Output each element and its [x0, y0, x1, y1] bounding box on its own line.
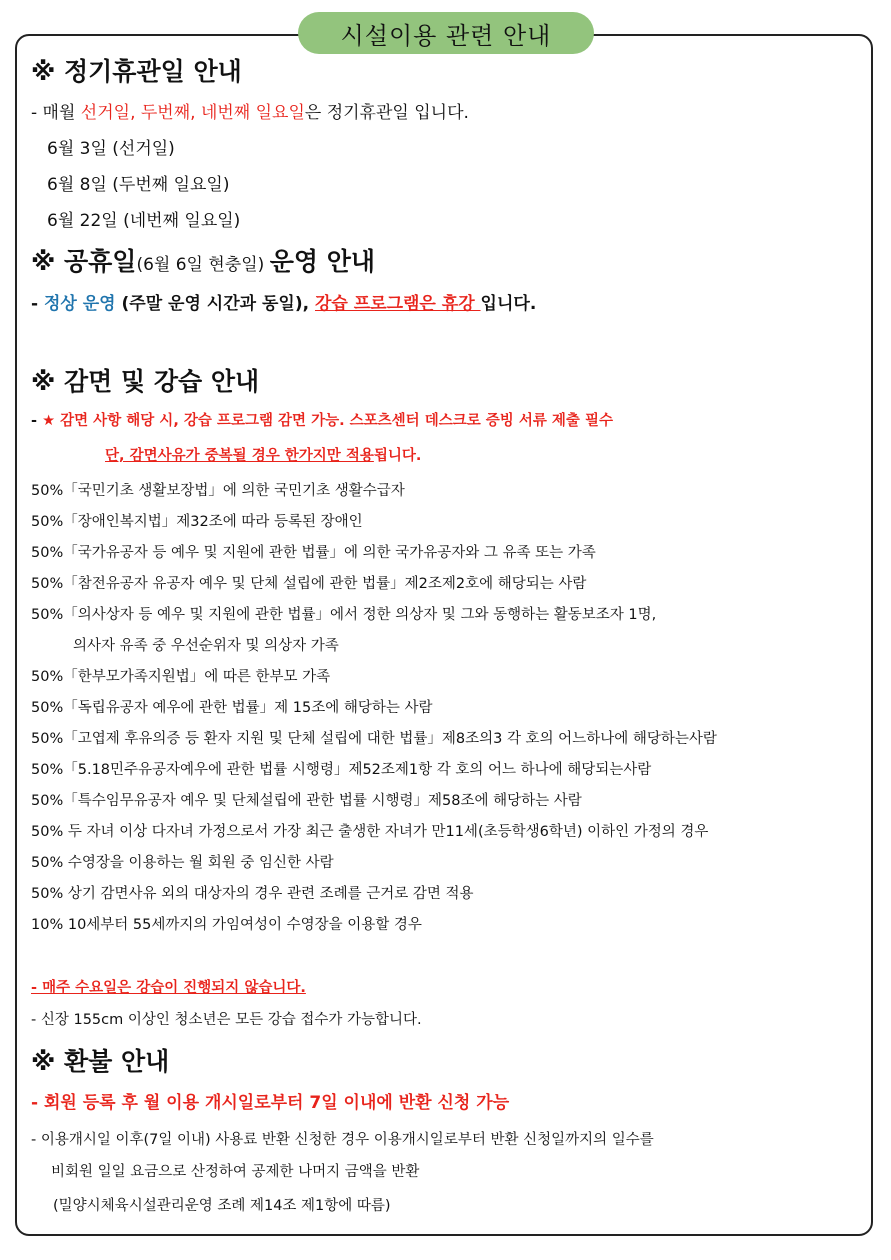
discount-item: 10% 10세부터 55세까지의 가임여성이 수영장을 이용할 경우	[31, 917, 422, 933]
refund-heading: ※ 환불 안내	[31, 1047, 170, 1076]
discount-item: 50%「국민기초 생활보장법」에 의한 국민기초 생활수급자	[31, 483, 405, 499]
refund-detail: 비회원 일일 요금으로 산정하여 공제한 나머지 금액을 반환	[51, 1164, 420, 1180]
closure-intro: - 매월 선거일, 두번째, 네번째 일요일은 정기휴관일 입니다.	[31, 103, 469, 123]
closure-heading: ※ 정기휴관일 안내	[31, 57, 242, 86]
closure-date: 6월 3일 (선거일)	[47, 139, 175, 159]
refund-detail: (밀양시체육시설관리운영 조례 제14조 제1항에 따름)	[53, 1198, 391, 1214]
holiday-heading: ※ 공휴일(6월 6일 현충일) 운영 안내	[31, 247, 375, 276]
discount-item: 50%「고엽제 후유의증 등 환자 지원 및 단체 설립에 대한 법률」제8조의3 각 호의 어느하나에 해당하는사람	[31, 731, 717, 747]
content-frame	[15, 34, 873, 1236]
discount-item-continuation: 의사자 유족 중 우선순위자 및 의상자 가족	[73, 638, 339, 654]
discount-item: 50% 상기 감면사유 외의 대상자의 경우 관련 조례를 근거로 감면 적용	[31, 886, 474, 902]
wednesday-notice: - 매주 수요일은 강습이 진행되지 않습니다.	[31, 980, 306, 996]
closure-date: 6월 22일 (네번째 일요일)	[47, 211, 241, 231]
discount-item: 50% 수영장을 이용하는 월 회원 중 임신한 사람	[31, 855, 334, 871]
refund-detail: - 이용개시일 이후(7일 이내) 사용료 반환 신청한 경우 이용개시일로부터 반환 신청일까지의 일수를	[31, 1132, 654, 1148]
discount-item: 50%「장애인복지법」제32조에 따라 등록된 장애인	[31, 514, 363, 530]
discount-item: 50%「참전유공자 유공자 예우 및 단체 설립에 관한 법률」제2조제2호에 해당되는 사람	[31, 576, 587, 592]
closure-date: 6월 8일 (두번째 일요일)	[47, 175, 230, 195]
holiday-operation: - 정상 운영 (주말 운영 시간과 동일), 강습 프로그램은 휴강 입니다.	[31, 294, 537, 314]
discount-item: 50% 두 자녀 이상 다자녀 가정으로서 가장 최근 출생한 자녀가 만11세(초등학생6학년) 이하인 가정의 경우	[31, 824, 709, 840]
closure-intro-highlight: 선거일, 두번째, 네번째 일요일	[80, 103, 305, 123]
discount-item: 50%「독립유공자 예우에 관한 법률」제 15조에 해당하는 사람	[31, 700, 433, 716]
page-title: 시설이용 관련 안내	[298, 12, 594, 54]
discount-item: 50%「국가유공자 등 예우 및 지원에 관한 법률」에 의한 국가유공자와 그 유족 또는 가족	[31, 545, 596, 561]
discount-item: 50%「한부모가족지원법」에 따른 한부모 가족	[31, 669, 331, 685]
discount-item: 50%「5.18민주유공자예우에 관한 법률 시행령」제52조제1항 각 호의 어느 하나에 해당되는사람	[31, 762, 652, 778]
refund-rule: - 회원 등록 후 월 이용 개시일로부터 7일 이내에 반환 신청 가능	[31, 1093, 510, 1113]
discount-notice: - ★ 감면 사항 해당 시, 강습 프로그램 감면 가능. 스포츠센터 데스크로 증빙 서류 제출 필수	[31, 413, 614, 429]
height-rule: - 신장 155cm 이상인 청소년은 모든 강습 접수가 가능합니다.	[31, 1012, 422, 1028]
discount-notice-2: 단, 감면사유가 중복될 경우 한가지만 적용됩니다.	[105, 448, 422, 464]
discount-item: 50%「특수임무유공자 예우 및 단체설립에 관한 법률 시행령」제58조에 해당하는 사람	[31, 793, 582, 809]
discount-heading: ※ 감면 및 강습 안내	[31, 367, 260, 396]
discount-item: 50%「의사상자 등 예우 및 지원에 관한 법률」에서 정한 의상자 및 그와 동행하는 활동보조자 1명,	[31, 607, 657, 623]
